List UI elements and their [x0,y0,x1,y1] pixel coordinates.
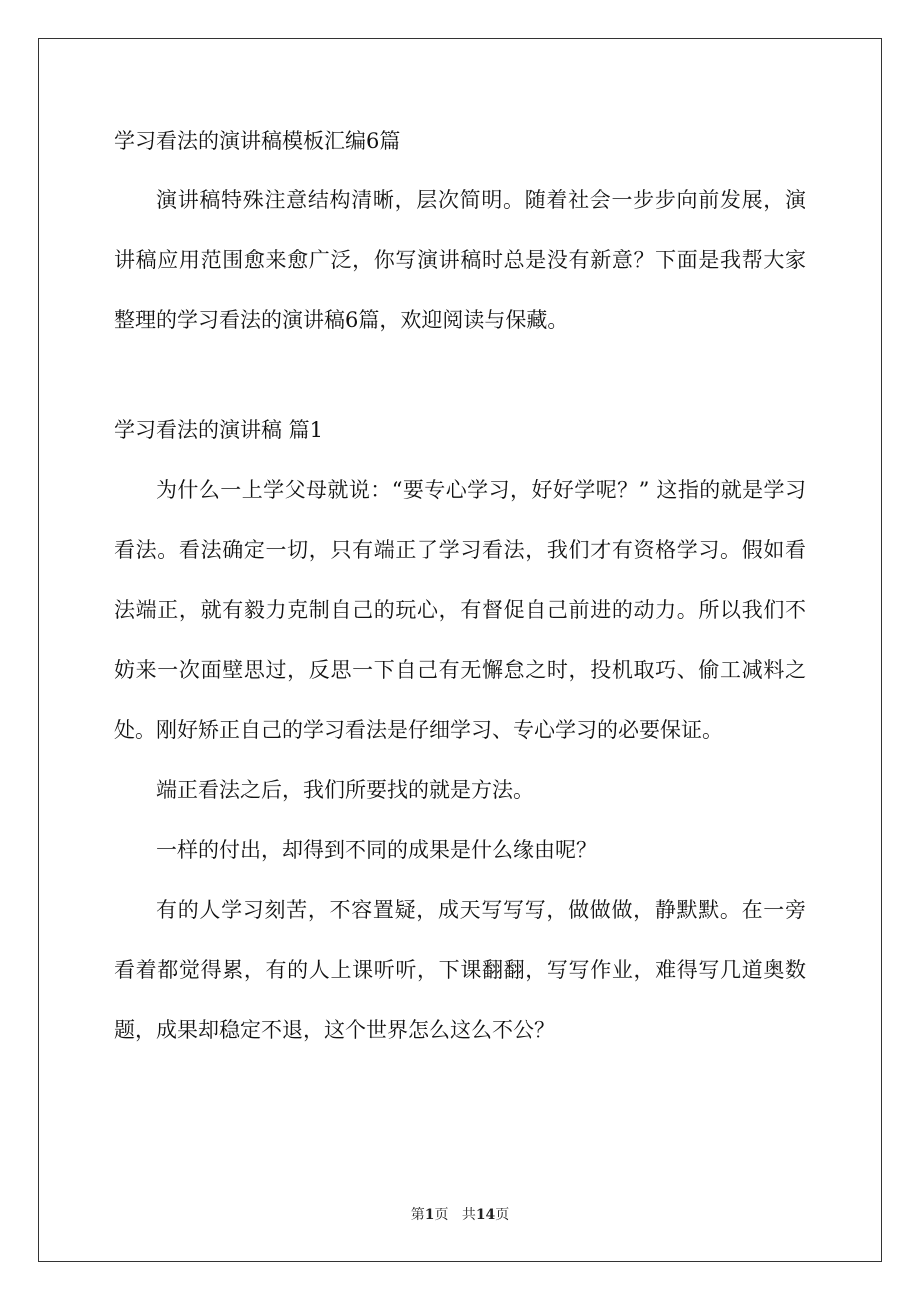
body-paragraph-1: 为什么一上学父母就说：“要专心学习，好好学呢？” 这指的就是学习看法。看法确定一切，只有端正了学习看法，我们才有资格学习。假如看法端正，就有毅力克制自己的玩心，有督促自己前进的动力。所以我们不妨来一次面壁思过，反思一下自己有无懈怠之时，投机取巧、偷工减料之处。刚好矫正自己的学习看法是仔细学习、专心学习的必要保证。 [114,478,806,742]
total-suffix: 页 [495,1207,510,1223]
page-footer [0,1206,920,1224]
body-paragraph-2: 端正看法之后，我们所要找的就是方法。 [156,778,534,802]
total-pages: 14 [475,1207,496,1223]
section-heading: 学习看法的演讲稿 篇1 [114,418,324,442]
intro-paragraph: 演讲稿特殊注意结构清晰，层次简明。随着社会一步步向前发展，演讲稿应用范围愈来愈广泛，你写演讲稿时总是没有新意？下面是我帮大家整理的学习看法的演讲稿6篇，欢迎阅读与保藏。 [114,188,806,332]
document-title: 学习看法的演讲稿模板汇编6篇 [114,129,401,153]
body-paragraph-4: 有的人学习刻苦，不容置疑，成天写写写，做做做，静默默。在一旁看着都觉得累，有的人上课听听，下课翻翻，写写作业，难得写几道奥数题，成果却稳定不退，这个世界怎么这么不公？ [114,898,806,1042]
document-body [114,124,806,1060]
page-number: 1 [424,1207,435,1223]
page-prefix: 第 [410,1207,425,1223]
page-suffix: 页 [434,1207,449,1223]
total-prefix: 共 [461,1207,476,1223]
body-paragraph-3: 一样的付出，却得到不同的成果是什么缘由呢？ [156,838,597,862]
